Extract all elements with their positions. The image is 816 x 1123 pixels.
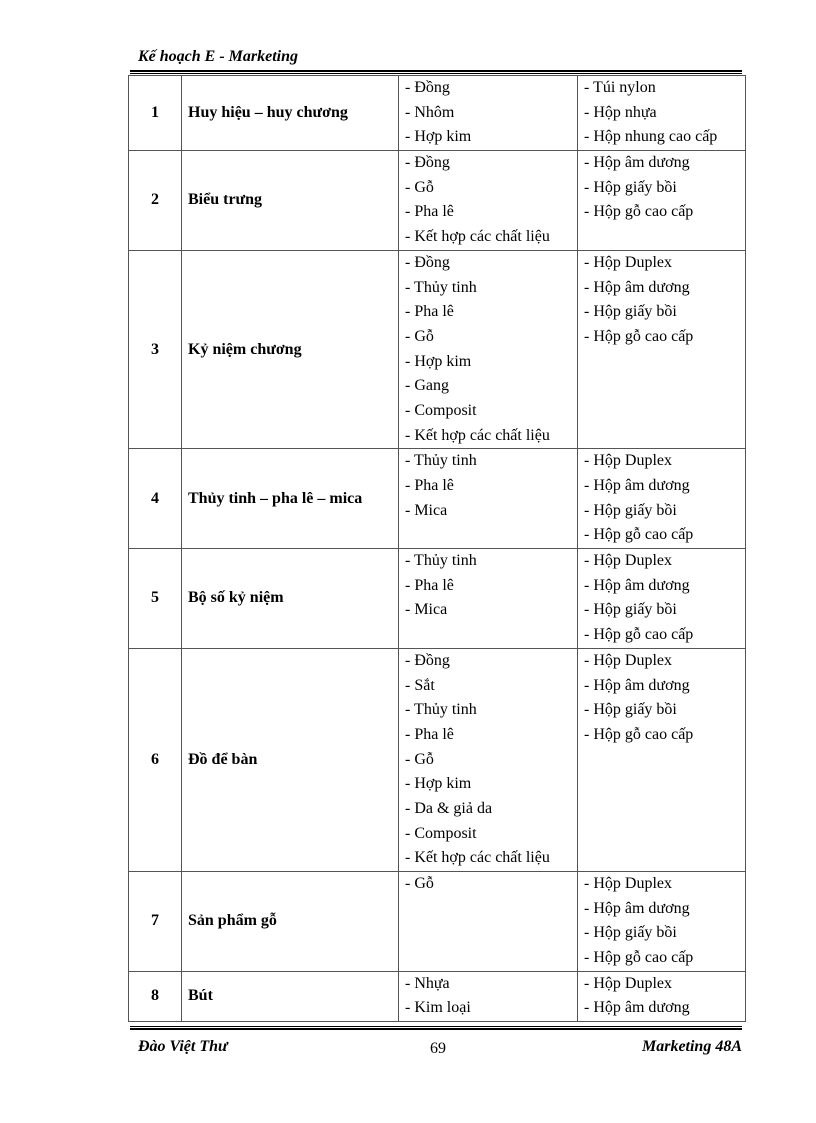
materials-cell [399, 151, 578, 251]
packaging-item: - Hộp nhựa [584, 103, 657, 121]
packaging-item: - Hộp giấy bồi [584, 178, 677, 196]
material-item: - Gỗ [405, 750, 434, 768]
material-item: - Pha lê [405, 477, 454, 494]
packaging-item: - Hộp gỗ cao cấp [584, 526, 694, 544]
product-name: Sản phẩm gỗ [182, 872, 399, 972]
packaging-item: - Hộp giấy bồi [584, 601, 677, 619]
material-item: - Thủy tinh [405, 278, 477, 296]
material-item: - Thủy tinh [405, 552, 477, 570]
packaging-cell [578, 971, 746, 1021]
material-item: - Pha lê [405, 576, 454, 594]
materials-cell [399, 449, 578, 549]
packaging-cell [578, 449, 746, 549]
material-item: - Da & giả da [405, 799, 493, 817]
material-item: - Gang [405, 377, 449, 395]
row-number: 2 [129, 151, 182, 251]
product-name: Kỷ niệm chương [182, 250, 399, 449]
packaging-item: - Hộp âm dương [584, 278, 690, 296]
row-number: 8 [129, 971, 182, 1021]
material-item: - Nhựa [405, 974, 450, 992]
table-row [129, 151, 746, 251]
product-name: Huy hiệu – huy chương [182, 76, 399, 151]
footer-course: Marketing 48A [641, 1038, 742, 1055]
material-item: - Pha lê [405, 203, 454, 221]
header-rule [130, 70, 742, 74]
product-name: Bộ số kỷ niệm [182, 549, 399, 649]
material-item: - Hợp kim [405, 128, 472, 146]
material-item: - Gỗ [405, 327, 434, 345]
packaging-item: - Hộp gỗ cao cấp [584, 949, 694, 967]
materials-cell [399, 872, 578, 972]
packaging-cell [578, 250, 746, 449]
material-item: - Composit [405, 401, 477, 419]
packaging-item: - Hộp Duplex [584, 974, 672, 992]
materials-cell [399, 549, 578, 649]
material-item: - Gỗ [405, 875, 434, 892]
table-row [129, 76, 746, 151]
table-row [129, 549, 746, 649]
packaging-cell [578, 648, 746, 871]
packaging-cell [578, 549, 746, 649]
table-row [129, 971, 746, 1021]
packaging-cell [578, 872, 746, 972]
material-item: - Nhôm [405, 103, 455, 121]
materials-cell [399, 971, 578, 1021]
row-number: 6 [129, 648, 182, 871]
table-row [129, 648, 746, 871]
row-number: 7 [129, 872, 182, 972]
material-item: - Đồng [405, 253, 450, 271]
row-number: 4 [129, 449, 182, 549]
row-number: 5 [129, 549, 182, 649]
packaging-item: - Hộp Duplex [584, 452, 672, 470]
material-item: - Thủy tinh [405, 701, 477, 719]
packaging-item: - Hộp Duplex [584, 651, 672, 669]
footer-author: Đào Việt Thư [138, 1038, 228, 1055]
packaging-item: - Hộp âm dương [584, 576, 690, 594]
packaging-item: - Hộp Duplex [584, 253, 672, 271]
packaging-item: - Hộp âm dương [584, 477, 690, 494]
material-item: - Pha lê [405, 303, 454, 321]
material-item: - Hợp kim [405, 775, 472, 793]
packaging-item: - Hộp giấy bồi [584, 701, 677, 719]
material-item: - Mica [405, 501, 448, 519]
packaging-item: - Hộp giấy bồi [584, 501, 677, 519]
packaging-item: - Hộp gỗ cao cấp [584, 626, 694, 644]
material-item: - Mica [405, 601, 448, 619]
packaging-cell [578, 151, 746, 251]
material-item: - Đồng [405, 651, 450, 669]
product-table [128, 75, 746, 1022]
material-item: - Gỗ [405, 178, 434, 196]
material-item: - Pha lê [405, 725, 454, 743]
product-table-body [129, 76, 746, 1022]
packaging-item: - Hộp gỗ cao cấp [584, 203, 694, 221]
material-item: - Kết hợp các chất liệu [405, 849, 550, 867]
table-row [129, 449, 746, 549]
packaging-item: - Hộp Duplex [584, 875, 672, 892]
product-name: Biểu trưng [182, 151, 399, 251]
table-row [129, 872, 746, 972]
row-number: 3 [129, 250, 182, 449]
packaging-item: - Hộp gỗ cao cấp [584, 327, 694, 345]
material-item: - Thủy tinh [405, 452, 477, 470]
material-item: - Đồng [405, 79, 450, 96]
material-item: - Kim loại [405, 999, 471, 1017]
packaging-item: - Túi nylon [584, 79, 656, 96]
product-name: Bút [182, 971, 399, 1021]
materials-cell [399, 76, 578, 151]
product-name: Thủy tinh – pha lê – mica [182, 449, 399, 549]
table-row [129, 250, 746, 449]
product-name: Đồ để bàn [182, 648, 399, 871]
material-item: - Composit [405, 824, 477, 842]
materials-cell [399, 648, 578, 871]
material-item: - Hợp kim [405, 352, 472, 370]
material-item: - Kết hợp các chất liệu [405, 228, 550, 246]
material-item: - Đồng [405, 154, 450, 172]
material-item: - Sắt [405, 676, 435, 694]
packaging-item: - Hộp âm dương [584, 676, 690, 694]
packaging-item: - Hộp âm dương [584, 154, 690, 172]
packaging-item: - Hộp gỗ cao cấp [584, 725, 694, 743]
page-header-title: Kế hoạch E - Marketing [138, 48, 299, 65]
packaging-item: - Hộp Duplex [584, 552, 672, 570]
packaging-item: - Hộp giấy bồi [584, 303, 677, 321]
packaging-item: - Hộp âm dương [584, 899, 690, 917]
packaging-item: - Hộp âm dương [584, 999, 690, 1017]
materials-cell [399, 250, 578, 449]
material-item: - Kết hợp các chất liệu [405, 426, 550, 444]
footer-page-number: 69 [430, 1040, 446, 1057]
packaging-item: - Hộp giấy bồi [584, 924, 677, 942]
footer-rule [130, 1026, 742, 1030]
packaging-item: - Hộp nhung cao cấp [584, 128, 718, 146]
packaging-cell [578, 76, 746, 151]
row-number: 1 [129, 76, 182, 151]
